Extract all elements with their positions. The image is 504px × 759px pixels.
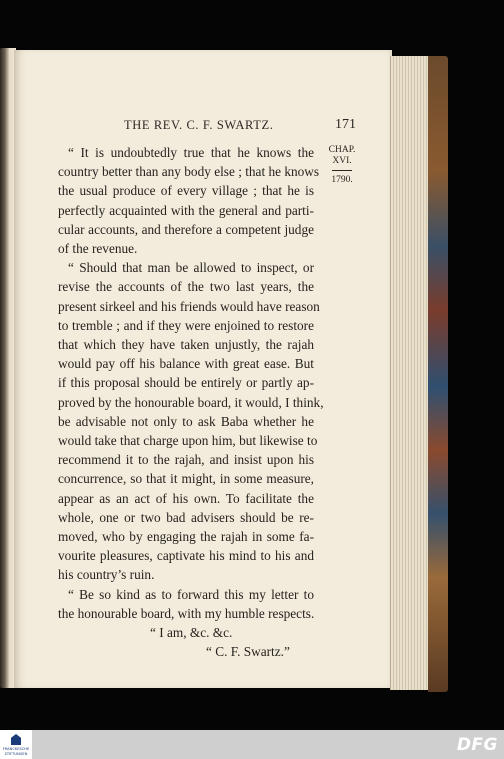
library-logo[interactable] (0, 730, 32, 759)
text-line: that which they have taken unjustly, the rajah (58, 337, 314, 353)
text-line: if this proposal should be entirely or partly ap- (58, 375, 314, 391)
text-line: “ Should that man be allowed to inspect, or (68, 260, 314, 276)
body-text (58, 143, 324, 661)
text-line: moved, who by engaging the rajah in some fa- (58, 529, 314, 545)
margin-note (320, 145, 364, 186)
viewer-footer (0, 730, 504, 759)
running-title: THE REV. C. F. SWARTZ. (124, 118, 274, 132)
text-line: “ It is undoubtedly true that he knows the (68, 145, 314, 160)
text-line: his country’s ruin. (58, 567, 155, 583)
book-cover-edge (428, 56, 448, 692)
text-line: present sirkeel and his friends would have reason (58, 298, 320, 314)
text-line: to tremble ; and if they were enjoined to restore (58, 317, 314, 333)
text-line: be advisable not only to ask Baba whether he (58, 413, 314, 429)
text-line: the usual produce of every village ; that he is (58, 183, 314, 199)
text-line: would take that charge upon him, but likewise to (58, 433, 318, 449)
text-line: “ Be so kind as to forward this my letter to (68, 586, 314, 602)
margin-rule (332, 170, 352, 171)
text-line: cular accounts, and therefore a competent judge (58, 221, 314, 237)
text-line: appear as an act of his own. To facilitate the (58, 490, 314, 506)
page-block-edge (390, 56, 431, 690)
text-line: perfectly acquainted with the general and parti- (58, 202, 314, 218)
margin-year: 1790. (331, 175, 353, 185)
closing-line: “ I am, &c. &c. (150, 625, 233, 641)
library-logo-label: FRANCKESCHE STIFTUNGEN (2, 747, 30, 756)
text-line: vourite pleasures, captivate his mind to his and (58, 548, 314, 564)
dfg-logo[interactable]: DFG (456, 735, 498, 755)
text-line: of the revenue. (58, 241, 138, 257)
margin-chap: CHAP. (328, 145, 356, 155)
text-line: the honourable board, with my humble respects. (58, 605, 315, 621)
signature-line: “ C. F. Swartz.” (206, 644, 290, 660)
text-line: country better than any body else ; that he knows (58, 164, 320, 180)
text-line: recommend it to the rajah, and insist upon his (58, 452, 314, 468)
text-line: proved by the honourable board, it would, I think, (58, 394, 324, 410)
page-number: 171 (335, 117, 356, 132)
text-line: concurrence, so that it might, in some measure, (58, 471, 314, 487)
margin-chapter-number: XVI. (332, 156, 352, 166)
text-line: revise the accounts of the two last years, the (58, 279, 314, 295)
text-line: whole, one or two bad advisers should be re- (58, 509, 314, 525)
library-logo-icon (11, 734, 21, 745)
text-line: would pay off his balance with great ease. But (58, 356, 314, 372)
